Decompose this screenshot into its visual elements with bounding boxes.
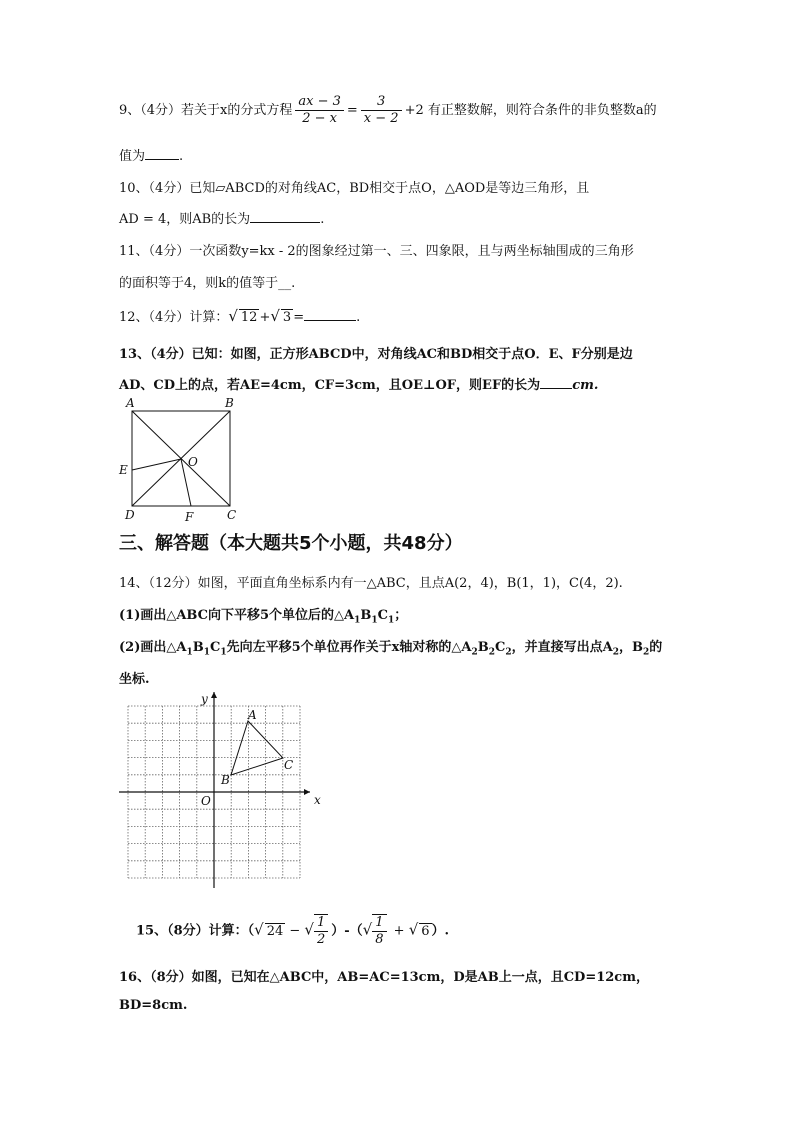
q12-sqrt-3: 3	[282, 310, 292, 325]
q9-fraction-2	[361, 94, 402, 127]
q13-answer-blank[interactable]	[540, 376, 572, 389]
q9-prefix: 9、（4分）若关于x的分式方程	[119, 103, 293, 118]
fig14-x-label: x	[314, 793, 321, 807]
q15-end: ）.	[431, 923, 450, 939]
sub: 2	[488, 647, 496, 658]
q11-line1-text: 11、（4分）一次函数y=kx - 2的图象经过第一、三、四象限，且与两坐标轴围成的三角形	[119, 244, 634, 259]
q14-part2-f: C	[495, 640, 506, 655]
q14-part2-e: B	[477, 640, 489, 655]
q15-eighth-denominator: 8	[375, 932, 384, 947]
fig14-label-A: A	[248, 708, 257, 722]
q9-line1	[119, 94, 657, 127]
q14-line4-text: 坐标.	[119, 672, 150, 687]
sub: 1	[220, 647, 227, 658]
q14-part2	[119, 636, 662, 658]
q15-sqrt-eighth	[372, 914, 386, 948]
q13-line2-text: AD、CD上的点，若AE=4cm，CF=3cm，且OE⊥OF，则EF的长为	[119, 378, 541, 393]
q10-line2	[119, 208, 324, 227]
q16-line1-text: 16、（8分）如图，已知在△ABC中，AB=AC=13cm，D是AB上一点，且CD=12cm，	[119, 970, 649, 985]
q14-part2-h: ，B	[619, 640, 643, 655]
sub: 2	[643, 647, 650, 658]
q15-sqrt-half	[314, 914, 328, 948]
q15-minus: −	[285, 923, 305, 939]
q11-line2-text: 的面积等于4，则k的值等于__.	[119, 276, 296, 291]
q12-end: .	[356, 310, 361, 325]
q9-answer-blank[interactable]	[145, 147, 179, 160]
q16-line1	[119, 966, 649, 985]
q10-line2-text: AD = 4，则AB的长为	[119, 212, 251, 227]
q14-part2-b: B	[192, 640, 204, 655]
q15-plus: +	[389, 923, 409, 939]
fig13-label-B: B	[225, 396, 234, 410]
fig13-label-C: C	[227, 508, 237, 522]
q14-part2-g: ，并直接写出点A	[511, 640, 613, 655]
fig14-y-label: y	[201, 692, 208, 706]
fig14-origin-label: O	[201, 794, 211, 808]
q13-line2	[119, 374, 598, 393]
q9-suffix: +2 有正整数解，则符合条件的非负整数a的	[404, 103, 657, 118]
q10-line1-text: 10、（4分）已知▱ABCD的对角线AC，BD相交于点O，△AOD是等边三角形，且	[119, 181, 590, 196]
q13-unit: cm.	[572, 378, 599, 393]
q9-fraction-1	[295, 94, 344, 127]
q14-line1	[119, 572, 623, 591]
sub: 1	[203, 647, 210, 658]
fig14-label-B: B	[221, 773, 230, 787]
q12-equals: =	[293, 310, 305, 325]
q14-part1-c: C	[377, 608, 389, 623]
fig13-label-F: F	[185, 510, 194, 524]
q15-sqrt-6: 6	[421, 923, 430, 939]
x-axis-arrow	[304, 789, 310, 795]
q12-sqrt-12: 12	[240, 310, 258, 325]
fig13-label-E: E	[119, 463, 128, 477]
q15-eighth-numerator: 1	[372, 915, 386, 932]
q12-line: 12、（4分）计算：√ 12 +√ 3 = .	[119, 307, 361, 325]
q15-half-numerator: 1	[314, 915, 328, 932]
q14-part2-a: (2)画出△A	[119, 640, 187, 655]
section-3-heading: 三、解答题（本大题共5个小题，共48分）	[119, 533, 463, 554]
q12-prefix: 12、（4分）计算：	[119, 310, 229, 325]
q10-end: .	[320, 212, 325, 227]
q14-part2-i: 的	[649, 640, 663, 655]
sub: 1	[388, 615, 395, 626]
q14-part2-c: C	[209, 640, 221, 655]
fig13-label-A: A	[126, 396, 135, 410]
q16-line2-text: BD=8cm.	[119, 998, 188, 1013]
sub: 1	[186, 647, 193, 658]
q9-frac2-numerator: 3	[361, 94, 402, 111]
q14-coordinate-grid	[115, 690, 330, 890]
q9-frac1-numerator: ax − 3	[295, 94, 344, 111]
q9-frac2-denominator: x − 2	[363, 111, 399, 126]
sub: 1	[371, 615, 378, 626]
q15-sqrt-24: 24	[266, 923, 284, 939]
q12-answer-blank[interactable]	[304, 308, 356, 321]
fig13-label-D: D	[125, 508, 135, 522]
fig13-label-O: O	[188, 455, 198, 469]
q14-part2-d: 先向左平移5个单位再作关于x轴对称的△A	[226, 640, 472, 655]
triangle-abc	[231, 721, 283, 775]
y-axis-arrow	[211, 692, 217, 698]
q13-line1	[119, 343, 633, 362]
q15-prefix: 15、（8分）计算：（	[136, 923, 255, 939]
q9-line2-text: 值为	[119, 149, 146, 164]
q15-half-denominator: 2	[316, 932, 326, 947]
sub: 2	[471, 647, 478, 658]
q11-line2	[119, 272, 295, 291]
q13-square-figure	[115, 394, 245, 526]
q10-line1	[119, 177, 589, 196]
sub: 1	[354, 615, 361, 626]
q14-part1	[119, 604, 407, 626]
q14-part1-b: B	[360, 608, 372, 623]
q14-part1-text: (1)画出△ABC向下平移5个单位后的△A	[119, 608, 355, 623]
q9-frac1-denominator: 2 − x	[302, 111, 338, 126]
q14-line1-text: 14、（12分）如图，平面直角坐标系内有一△ABC，且点A(2，4)，B(1，1)，C(4，2).	[119, 576, 623, 591]
q14-line4	[119, 668, 150, 687]
q12-plus: +	[259, 310, 271, 325]
q9-equals: =	[346, 103, 358, 118]
fig14-label-C: C	[284, 758, 294, 772]
q9-end: .	[179, 149, 184, 164]
q11-line1	[119, 240, 634, 259]
q16-line2	[119, 998, 187, 1013]
q10-answer-blank[interactable]	[250, 210, 320, 223]
q9-line2	[119, 145, 183, 164]
q15-mid: ）-（	[331, 923, 363, 939]
q15-line: 15、（8分）计算：（√ 24 − √ $\frac{1}{2}$ ）-（√ $\frac{1}{8}$ + √ 6 ）.	[136, 915, 450, 947]
q13-line1-text: 13、（4分）已知：如图，正方形ABCD中，对角线AC和BD相交于点O．E、F分别是边	[119, 347, 633, 362]
q14-part1-end: ；	[394, 608, 408, 623]
sub: 2	[612, 647, 619, 658]
sub: 2	[505, 647, 512, 658]
